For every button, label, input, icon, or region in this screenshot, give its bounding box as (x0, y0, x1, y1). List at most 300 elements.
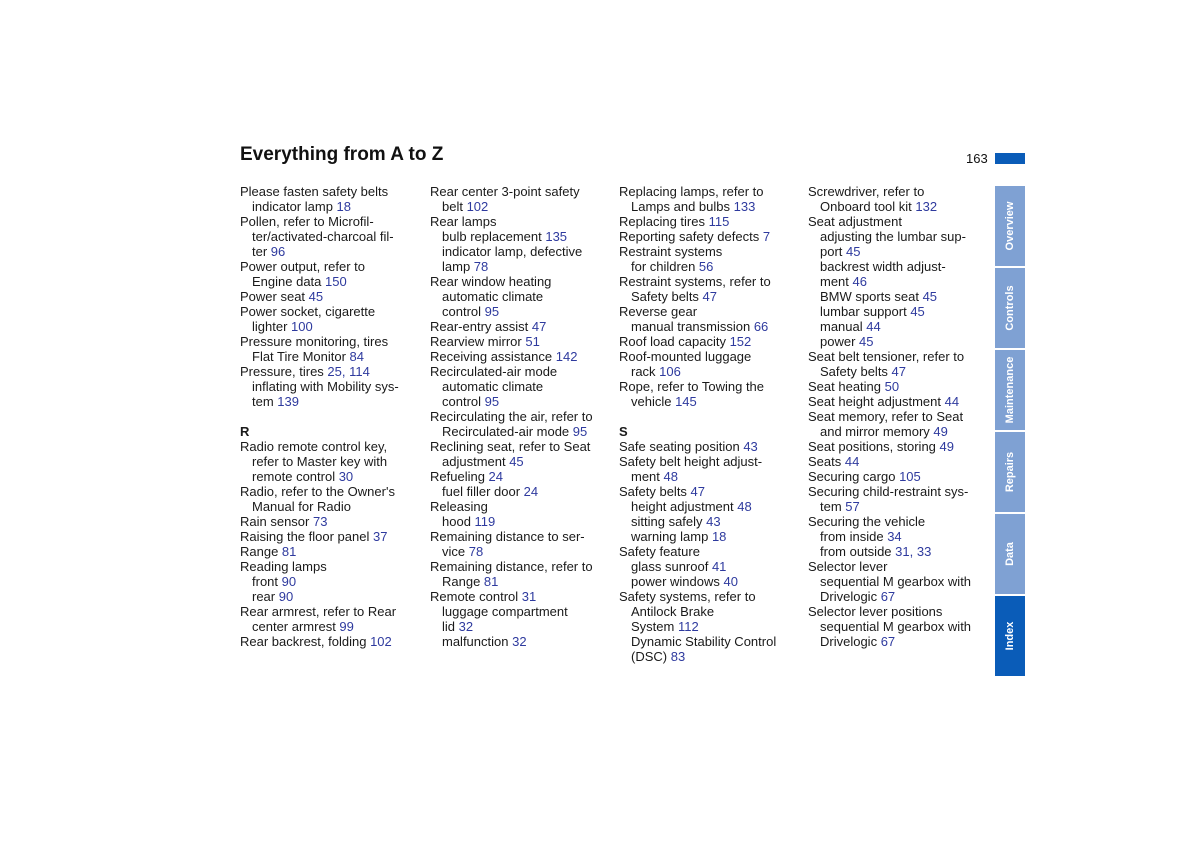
entry-text: Seat heating (808, 379, 885, 394)
index-entry (619, 379, 799, 394)
page-reference-link[interactable]: 45 (922, 289, 938, 304)
entry-text: Securing cargo (808, 469, 900, 484)
entry-text: automatic climate (442, 379, 544, 394)
page-reference-link[interactable]: 43 (706, 514, 721, 529)
entry-text: Refueling (430, 469, 489, 484)
index-entry (619, 274, 799, 289)
index-entry (240, 589, 420, 604)
index-entry (808, 424, 988, 439)
index-entry (430, 304, 610, 319)
entry-text: Range (240, 544, 282, 559)
entry-text: Manual for Radio (252, 499, 351, 514)
page-reference-link[interactable]: 47 (891, 364, 907, 379)
entry-text: Seats (808, 454, 845, 469)
index-entry (808, 439, 988, 454)
entry-text: Reading lamps (240, 559, 327, 574)
page-reference-link[interactable]: 32 (458, 619, 474, 634)
entry-text: inflating with Mobility sys- (252, 379, 399, 394)
entry-text: Lamps and bulbs (631, 199, 734, 214)
index-entry (430, 379, 610, 394)
page-reference-link[interactable]: 40 (723, 574, 738, 589)
index-column-3 (619, 184, 799, 664)
entry-text: ment (631, 469, 664, 484)
entry-text: Recirculating the air, refer to (430, 409, 593, 424)
index-entry (430, 529, 610, 544)
page-reference-link[interactable]: 31, 33 (895, 544, 932, 559)
index-entry (619, 364, 799, 379)
tab-index[interactable]: Index (995, 596, 1025, 676)
index-entry (619, 259, 799, 274)
index-entry (430, 229, 610, 244)
entry-text: lamp (442, 259, 474, 274)
page-reference-link[interactable]: 119 (474, 514, 496, 529)
entry-text: Remaining distance, refer to (430, 559, 593, 574)
entry-text: and mirror memory (820, 424, 934, 439)
tab-maintenance[interactable]: Maintenance (995, 350, 1025, 430)
index-entry (240, 544, 420, 559)
index-entry (808, 244, 988, 259)
entry-text: Selector lever (808, 559, 888, 574)
index-entry (430, 199, 610, 214)
page-reference-link[interactable]: 48 (737, 499, 752, 514)
index-entry (619, 544, 799, 559)
index-entry (808, 544, 988, 559)
index-column-2 (430, 184, 610, 649)
page-number-bar (995, 153, 1025, 164)
index-entry (430, 634, 610, 649)
page-reference-link[interactable]: 67 (880, 589, 896, 604)
page-reference-link[interactable]: 37 (372, 529, 388, 544)
entry-text: Please fasten safety belts (240, 184, 389, 199)
page-reference-link[interactable]: 45 (509, 454, 524, 469)
page-reference-link[interactable]: 81 (281, 544, 297, 559)
entry-text: Remote control (430, 589, 522, 604)
index-entry (430, 574, 610, 589)
index-entry (619, 214, 799, 229)
entry-text: Safety belts (631, 289, 703, 304)
index-entry (619, 289, 799, 304)
entry-text: Rear lamps (430, 214, 497, 229)
index-entry (430, 544, 610, 559)
index-entry (240, 394, 420, 409)
entry-text: Rear backrest, folding (240, 634, 371, 649)
page-reference-link[interactable]: 18 (711, 529, 727, 544)
entry-text: Restraint systems, refer to (619, 274, 771, 289)
page-reference-link[interactable]: 45 (910, 304, 925, 319)
index-entry (240, 439, 420, 454)
index-entry (240, 289, 420, 304)
index-entry (240, 274, 420, 289)
page-reference-link[interactable]: 95 (572, 424, 588, 439)
entry-text: Recirculated-air mode (430, 364, 558, 379)
index-entry (619, 244, 799, 259)
index-entry (430, 439, 610, 454)
index-entry (808, 184, 988, 199)
page-reference-link[interactable]: 31 (521, 589, 537, 604)
spacer (240, 409, 420, 424)
section-tabs (995, 186, 1025, 678)
entry-text: Rain sensor (240, 514, 313, 529)
entry-text: Onboard tool kit (820, 199, 916, 214)
entry-text: Selector lever positions (808, 604, 943, 619)
index-entry (619, 304, 799, 319)
page-reference-link[interactable]: 24 (488, 469, 504, 484)
entry-text: Pressure monitoring, tires (240, 334, 389, 349)
entry-text: Rope, refer to Towing the (619, 379, 765, 394)
page-reference-link[interactable]: 49 (933, 424, 948, 439)
index-entry (808, 304, 988, 319)
entry-text: from inside (820, 529, 888, 544)
page-reference-link[interactable]: 45 (846, 244, 861, 259)
letter-heading (240, 424, 420, 439)
index-entry (808, 589, 988, 604)
index-entry (808, 634, 988, 649)
entry-text: for children (631, 259, 699, 274)
page-reference-link[interactable]: 132 (915, 199, 938, 214)
entry-text: tem (252, 394, 278, 409)
page-reference-link[interactable]: 102 (466, 199, 489, 214)
entry-text: Seat height adjustment (808, 394, 945, 409)
page-reference-link[interactable]: 44 (866, 319, 881, 334)
index-entry (808, 229, 988, 244)
page-reference-link[interactable]: 47 (531, 319, 547, 334)
entry-text: control (442, 394, 485, 409)
page-reference-link[interactable]: 47 (702, 289, 718, 304)
index-entry (430, 184, 610, 199)
entry-text: remote control (252, 469, 339, 484)
index-entry (808, 214, 988, 229)
entry-text: rear (252, 589, 279, 604)
page-reference-link[interactable]: 150 (325, 274, 347, 289)
index-entry (808, 604, 988, 619)
index-entry (619, 589, 799, 604)
index-entry (619, 229, 799, 244)
page-reference-link[interactable]: 56 (698, 259, 714, 274)
index-entry (430, 289, 610, 304)
index-entry (619, 514, 799, 529)
entry-text: malfunction (442, 634, 513, 649)
entry-text: Safety systems, refer to (619, 589, 756, 604)
index-entry (240, 604, 420, 619)
entry-text: center armrest (252, 619, 340, 634)
page-reference-link[interactable]: 105 (899, 469, 921, 484)
entry-text: tem (820, 499, 846, 514)
page-title: Everything from A to Z (240, 144, 444, 165)
page-reference-link[interactable]: 34 (887, 529, 902, 544)
entry-text: Radio, refer to the Owner's (240, 484, 395, 499)
index-entry (619, 619, 799, 634)
entry-text: lumbar support (820, 304, 911, 319)
entry-text: Raising the floor panel (240, 529, 373, 544)
page-reference-link[interactable]: 83 (670, 649, 686, 664)
index-entry (240, 484, 420, 499)
index-entry (240, 379, 420, 394)
entry-text: Power socket, cigarette (240, 304, 376, 319)
entry-text: Power seat (240, 289, 309, 304)
entry-text: manual transmission (631, 319, 754, 334)
index-entry (619, 199, 799, 214)
spacer (619, 409, 799, 424)
index-entry (619, 499, 799, 514)
index-entry (619, 559, 799, 574)
index-entry (430, 244, 610, 259)
page-reference-link[interactable]: 25, 114 (327, 364, 370, 379)
index-entry (808, 259, 988, 274)
tab-data[interactable]: Data (995, 514, 1025, 594)
index-entry (619, 454, 799, 469)
entry-text: Receiving assistance (430, 349, 556, 364)
page-reference-link[interactable]: 135 (545, 229, 568, 244)
page-reference-link[interactable]: 115 (708, 214, 730, 229)
page-number: 163 (966, 151, 988, 166)
index-entry (240, 529, 420, 544)
page-reference-link[interactable]: 100 (291, 319, 313, 334)
page-reference-link[interactable]: 142 (555, 349, 578, 364)
page-reference-link[interactable]: 102 (370, 634, 392, 649)
entry-text: Seat adjustment (808, 214, 902, 229)
page-reference-link[interactable]: 50 (884, 379, 900, 394)
page-reference-link[interactable]: 47 (690, 484, 706, 499)
page-reference-link[interactable]: 66 (753, 319, 769, 334)
page-reference-link[interactable]: 46 (852, 274, 867, 289)
entry-text: Roof load capacity (619, 334, 730, 349)
page-reference-link[interactable]: 95 (484, 394, 500, 409)
index-entry (240, 619, 420, 634)
index-entry (808, 199, 988, 214)
page-reference-link[interactable]: 24 (523, 484, 539, 499)
index-entry (240, 469, 420, 484)
page-reference-link[interactable]: 41 (711, 559, 727, 574)
page-reference-link[interactable]: 90 (281, 574, 297, 589)
index-entry (808, 364, 988, 379)
index-entry (619, 469, 799, 484)
entry-text: fuel filler door (442, 484, 524, 499)
index-entry (240, 184, 420, 199)
page-reference-link[interactable]: 145 (675, 394, 697, 409)
entry-text: vehicle (631, 394, 676, 409)
entry-text: Drivelogic (820, 589, 881, 604)
index-entry (430, 454, 610, 469)
index-entry (808, 289, 988, 304)
tab-controls[interactable]: Controls (995, 268, 1025, 348)
page-reference-link[interactable]: 81 (483, 574, 499, 589)
index-entry (808, 619, 988, 634)
index-entry (240, 364, 420, 379)
entry-text: BMW sports seat (820, 289, 923, 304)
entry-text: Seat belt tensioner, refer to (808, 349, 965, 364)
index-entry (430, 214, 610, 229)
page-reference-link[interactable]: 44 (844, 454, 860, 469)
entry-text: Reverse gear (619, 304, 698, 319)
entry-text: hood (442, 514, 475, 529)
page-reference-link[interactable]: 48 (663, 469, 678, 484)
index-entry (240, 229, 420, 244)
page-reference-link[interactable]: 7 (762, 229, 771, 244)
index-entry (619, 184, 799, 199)
letter-heading (619, 424, 799, 439)
page-reference-link[interactable]: 84 (349, 349, 364, 364)
entry-text: Rear center 3-point safety (430, 184, 580, 199)
entry-text: indicator lamp (252, 199, 337, 214)
page-reference-link[interactable]: 78 (473, 259, 489, 274)
entry-text: Pollen, refer to Microfil- (240, 214, 374, 229)
entry-text: (DSC) (631, 649, 671, 664)
entry-text: rack (631, 364, 660, 379)
index-entry (430, 604, 610, 619)
page-reference-link[interactable]: 44 (944, 394, 960, 409)
entry-text: System (631, 619, 678, 634)
entry-text: Antilock Brake (631, 604, 715, 619)
entry-text: Rear window heating (430, 274, 552, 289)
page-reference-link[interactable]: 45 (308, 289, 324, 304)
index-entry (240, 559, 420, 574)
entry-text: sequential M gearbox with (820, 574, 972, 589)
entry-text: lid (442, 619, 459, 634)
entry-text: control (442, 304, 485, 319)
entry-text: automatic climate (442, 289, 544, 304)
entry-text: from outside (820, 544, 896, 559)
index-entry (240, 514, 420, 529)
entry-text: Restraint systems (619, 244, 723, 259)
entry-text: manual (820, 319, 867, 334)
entry-text: Remaining distance to ser- (430, 529, 585, 544)
index-entry (240, 214, 420, 229)
index-entry (240, 244, 420, 259)
entry-text: warning lamp (631, 529, 712, 544)
entry-text: Rear-entry assist (430, 319, 532, 334)
page-reference-link[interactable]: 67 (880, 634, 896, 649)
entry-text: ter (252, 244, 271, 259)
index-entry (808, 334, 988, 349)
entry-text: luggage compartment (442, 604, 568, 619)
index-entry (240, 199, 420, 214)
page-reference-link[interactable]: 32 (512, 634, 527, 649)
page-reference-link[interactable]: 30 (338, 469, 354, 484)
page-reference-link[interactable]: 57 (845, 499, 860, 514)
entry-text: Safety feature (619, 544, 700, 559)
index-entry (240, 574, 420, 589)
page-reference-link[interactable]: 49 (939, 439, 954, 454)
entry-text: Releasing (430, 499, 488, 514)
entry-text: port (820, 244, 847, 259)
entry-text: Pressure, tires (240, 364, 328, 379)
entry-text: belt (442, 199, 467, 214)
index-entry (808, 514, 988, 529)
index-entry (430, 559, 610, 574)
index-entry (619, 439, 799, 454)
page-reference-link[interactable]: 90 (278, 589, 294, 604)
entry-text: height adjustment (631, 499, 738, 514)
page-reference-link[interactable]: 133 (733, 199, 756, 214)
entry-text: refer to Master key with (252, 454, 388, 469)
page-reference-link[interactable]: 152 (729, 334, 752, 349)
entry-text: R (240, 424, 250, 439)
entry-text: ment (820, 274, 853, 289)
index-entry (619, 529, 799, 544)
page-reference-link[interactable]: 95 (484, 304, 500, 319)
page-reference-link[interactable]: 99 (339, 619, 354, 634)
index-entry (240, 349, 420, 364)
entry-text: lighter (252, 319, 292, 334)
index-entry (619, 394, 799, 409)
index-entry (240, 499, 420, 514)
entry-text: Recirculated-air mode (442, 424, 573, 439)
index-entry (619, 349, 799, 364)
entry-text: S (619, 424, 628, 439)
index-entry (240, 454, 420, 469)
entry-text: Replacing lamps, refer to (619, 184, 764, 199)
entry-text: Rear armrest, refer to Rear (240, 604, 397, 619)
index-entry (808, 469, 988, 484)
entry-text: Flat Tire Monitor (252, 349, 350, 364)
entry-text: power windows (631, 574, 724, 589)
page-reference-link[interactable]: 96 (270, 244, 286, 259)
entry-text: glass sunroof (631, 559, 712, 574)
page-reference-link[interactable]: 73 (312, 514, 328, 529)
index-entry (619, 334, 799, 349)
entry-text: Roof-mounted luggage (619, 349, 752, 364)
index-entry (430, 349, 610, 364)
index-entry (808, 409, 988, 424)
entry-text: Engine data (252, 274, 326, 289)
index-entry (808, 319, 988, 334)
page-reference-link[interactable]: 139 (277, 394, 299, 409)
index-entry (619, 634, 799, 649)
entry-text: Safety belts (820, 364, 892, 379)
entry-text: adjusting the lumbar sup- (820, 229, 966, 244)
page-reference-link[interactable]: 18 (336, 199, 352, 214)
index-entry (808, 274, 988, 289)
entry-text: Screwdriver, refer to (808, 184, 925, 199)
index-entry (430, 274, 610, 289)
entry-text: Seat memory, refer to Seat (808, 409, 964, 424)
entry-text: Reporting safety defects (619, 229, 763, 244)
page-reference-link[interactable]: 78 (468, 544, 484, 559)
index-entry (808, 379, 988, 394)
index-entry (430, 484, 610, 499)
entry-text: bulb replacement (442, 229, 546, 244)
index-entry (430, 259, 610, 274)
index-entry (808, 499, 988, 514)
entry-text: Reclining seat, refer to Seat (430, 439, 591, 454)
entry-text: backrest width adjust- (820, 259, 946, 274)
index-entry (619, 604, 799, 619)
page-reference-link[interactable]: 106 (659, 364, 681, 379)
tab-overview[interactable]: Overview (995, 186, 1025, 266)
index-entry (430, 514, 610, 529)
index-entry (808, 529, 988, 544)
page-reference-link[interactable]: 43 (743, 439, 758, 454)
index-entry (808, 394, 988, 409)
entry-text: sequential M gearbox with (820, 619, 972, 634)
entry-text: Safety belts (619, 484, 691, 499)
page-reference-link[interactable]: 51 (525, 334, 540, 349)
tab-repairs[interactable]: Repairs (995, 432, 1025, 512)
entry-text: Securing child-restraint sys- (808, 484, 969, 499)
entry-text: Rearview mirror (430, 334, 526, 349)
page-reference-link[interactable]: 112 (677, 619, 699, 634)
index-entry (240, 334, 420, 349)
index-column-4 (808, 184, 988, 649)
index-entry (619, 649, 799, 664)
index-entry (430, 619, 610, 634)
index-entry (240, 634, 420, 649)
entry-text: adjustment (442, 454, 510, 469)
page-reference-link[interactable]: 45 (859, 334, 874, 349)
index-entry (430, 334, 610, 349)
index-entry (808, 454, 988, 469)
index-entry (240, 319, 420, 334)
